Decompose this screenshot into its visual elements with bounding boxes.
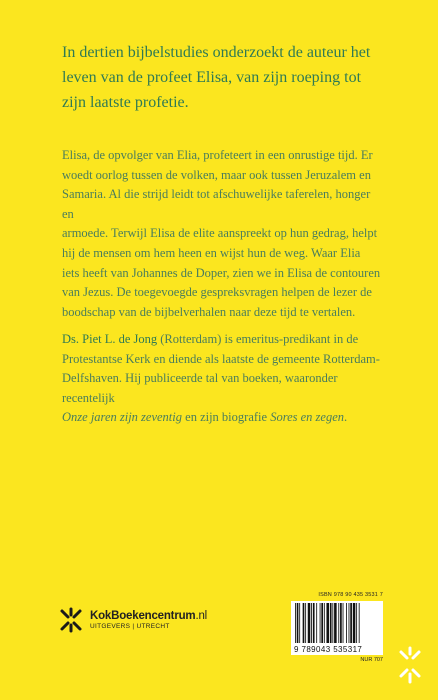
barcode-bar (297, 603, 299, 643)
barcode-block (291, 592, 383, 663)
isbn-label: ISBN 978 90 435 3531 7 (318, 592, 383, 598)
barcode-bar (313, 603, 315, 643)
barcode-digits: 9 789043 535317 (291, 645, 383, 655)
barcode-bar (343, 603, 344, 643)
publisher-name (90, 610, 207, 622)
author-line-text: (Rotterdam) is emeritus-predikant in de (157, 332, 359, 346)
barcode-bar (295, 603, 296, 643)
barcode-bar (353, 603, 356, 643)
description-line: iets heeft van Johannes de Doper, zien we in Elisa de contouren (62, 265, 381, 280)
barcode-bar (308, 603, 311, 643)
corner-logo-icon (396, 646, 424, 686)
author-line: Protestantse Kerk en diende als laatste de gemeente Rotterdam- (62, 351, 380, 366)
description-line: van Jezus. De toegevoegde gespreksvragen helpen de lezer de (62, 285, 372, 300)
barcode-bar (324, 603, 325, 643)
barcode-bar (299, 603, 300, 643)
barcode-bar (349, 603, 350, 643)
barcode-bar (321, 603, 323, 643)
kok-boekencentrum-logo-icon (58, 607, 84, 633)
barcode-bar (340, 603, 342, 643)
publisher-tld: .nl (195, 610, 207, 622)
barcode-bar (356, 603, 357, 643)
barcode-bar (350, 603, 352, 643)
barcode-bar (311, 603, 312, 643)
author-line (62, 330, 382, 350)
author-bio (62, 330, 382, 428)
barcode-bar (334, 603, 337, 643)
intro-text: In dertien bijbelstudies onderzoekt de auteur het leven van de profeet Elisa, van zijn roeping tot zijn laatste profetie. (62, 44, 371, 111)
book-title: Onze jaren zijn zeventig (62, 410, 183, 425)
barcode-bar (303, 603, 305, 643)
nur-code: NUR 707 (360, 657, 383, 663)
description-line: boodschap van de bijbelverhalen naar deze tijd te vertalen. (62, 304, 356, 319)
publisher-logo (58, 607, 207, 633)
barcode-bar (316, 603, 317, 643)
barcode-bars (294, 603, 380, 643)
description (62, 146, 382, 322)
barcode-bar (332, 603, 333, 643)
publisher-subtitle: UITGEVERS | UTRECHT (90, 623, 170, 630)
description-line: Elisa, de opvolger van Elia, profeteert in een onrustige tijd. Er (62, 148, 373, 162)
barcode-bar (346, 603, 347, 643)
author-line-text: . (344, 410, 348, 425)
author-line-text: en zijn biografie (182, 410, 271, 425)
barcode-bar (338, 603, 339, 643)
barcode (291, 601, 383, 645)
author-name: Ds. Piet L. de Jong (62, 332, 158, 346)
description-line: hij de mensen om hem heen en wijst hun de weg. Waar Elia (62, 245, 361, 260)
description-line: armoede. Terwijl Elisa de elite aanspreekt op hun gedrag, helpt (62, 226, 378, 241)
barcode-bar (330, 603, 332, 643)
barcode-bar (320, 603, 321, 643)
description-line: Samaria. Al die strijd leidt tot afschuwelijke taferelen, honger en (62, 187, 371, 221)
barcode-bar (359, 603, 360, 643)
book-title: Sores en zegen (270, 410, 345, 425)
author-line: Delfshaven. Hij publiceerde tal van boeken, waaronder recentelijk (62, 371, 338, 405)
barcode-bar (305, 603, 306, 643)
author-line (62, 408, 382, 428)
description-line: woedt oorlog tussen de volken, maar ook tussen Jeruzalem en (62, 167, 371, 182)
barcode-bar (326, 603, 329, 643)
publisher-name-text: KokBoekencentrum (90, 610, 196, 622)
